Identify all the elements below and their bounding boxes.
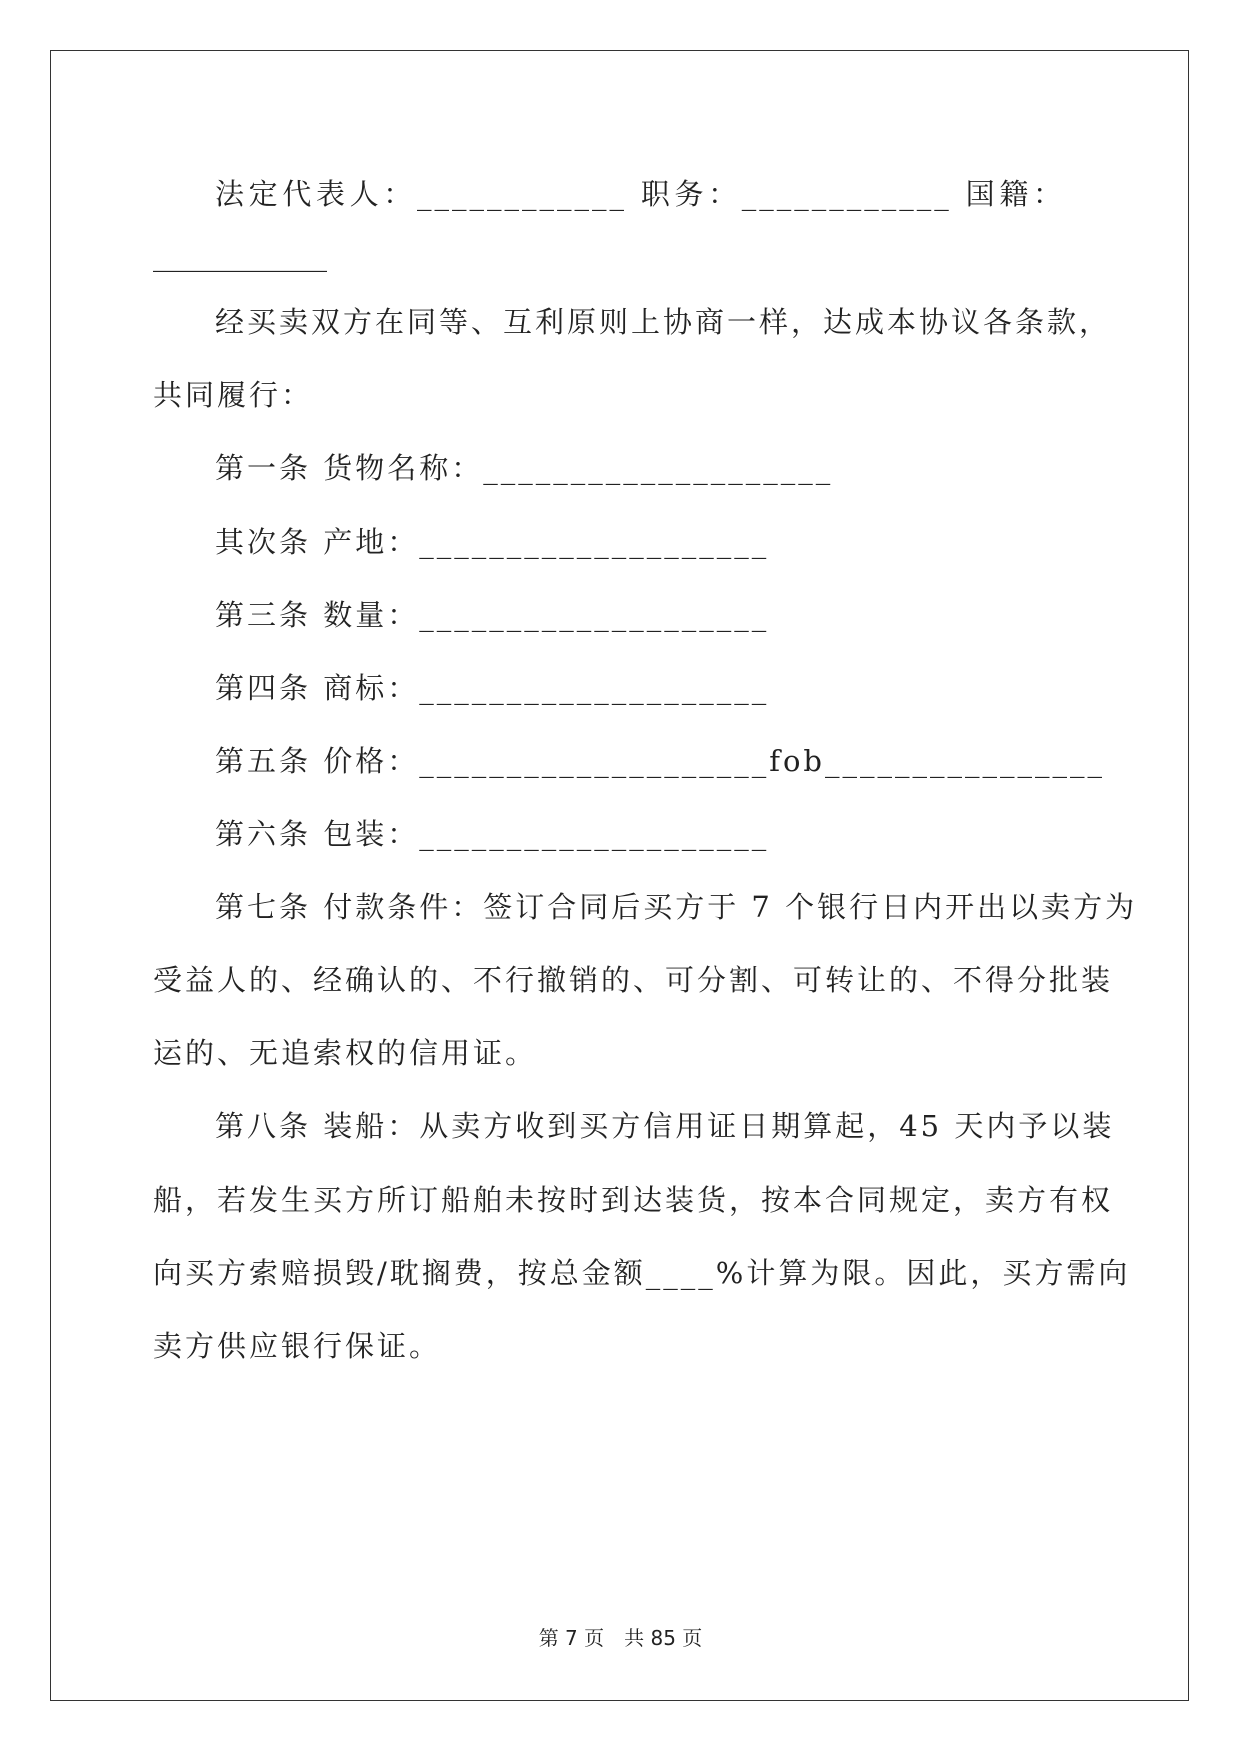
legal-rep-line: 法定代表人：____________ 职务：____________ 国籍： bbox=[215, 177, 1065, 211]
article-6: 第六条 包装：____________________ bbox=[215, 817, 770, 851]
article-8-line-1: 第八条 装船：从卖方收到买方信用证日期算起，45 天内予以装 bbox=[215, 1109, 1115, 1143]
article-2: 其次条 产地：____________________ bbox=[215, 525, 770, 559]
article-8-line-3: 向买方索赔损毁/耽搁费，按总金额____%计算为限。因此，买方需向 bbox=[153, 1256, 1131, 1290]
page-number-footer: 第 7 页 共 85 页 bbox=[538, 1626, 703, 1650]
page-border bbox=[50, 50, 1189, 1701]
article-1: 第一条 货物名称：____________________ bbox=[215, 451, 834, 485]
article-8-line-4: 卖方供应银行保证。 bbox=[153, 1329, 442, 1363]
article-8-line-2: 船，若发生买方所订船舶未按时到达装货，按本合同规定，卖方有权 bbox=[153, 1183, 1114, 1217]
article-7-line-3: 运的、无追索权的信用证。 bbox=[153, 1036, 538, 1070]
nationality-blank: ____________ bbox=[153, 238, 327, 272]
article-4: 第四条 商标：____________________ bbox=[215, 671, 770, 705]
preamble-line-2: 共同履行： bbox=[153, 378, 314, 412]
preamble-line-1: 经买卖双方在同等、互利原则上协商一样，达成本协议各条款， bbox=[215, 305, 1112, 339]
article-7-line-1: 第七条 付款条件：签订合同后买方于 7 个银行日内开出以卖方为 bbox=[215, 890, 1138, 924]
article-7-line-2: 受益人的、经确认的、不行撤销的、可分割、可转让的、不得分批装 bbox=[153, 963, 1114, 997]
article-3: 第三条 数量：____________________ bbox=[215, 598, 770, 632]
article-5: 第五条 价格：____________________fob________________ bbox=[215, 744, 1105, 778]
